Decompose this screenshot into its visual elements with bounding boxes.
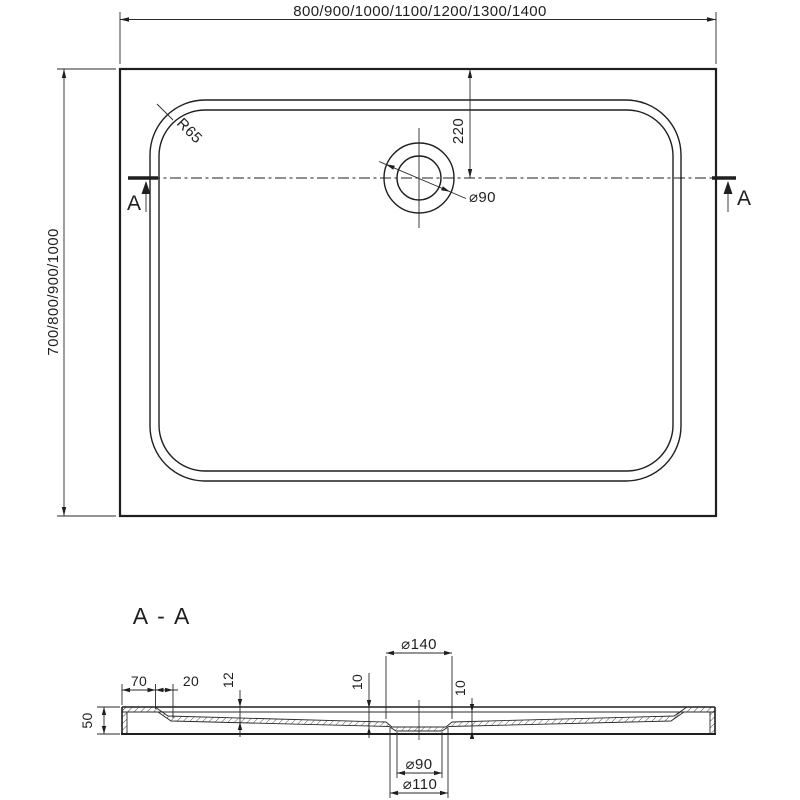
- dim-left-height-label: 700/800/900/1000: [45, 228, 62, 356]
- dim-recess-inner-label: ⌀90: [405, 756, 433, 773]
- dim-depth-left: [349, 673, 371, 738]
- corner-radius-label: R65: [173, 114, 206, 148]
- dim-rim-width-label: 70: [130, 673, 148, 689]
- dim-left-height: [45, 69, 116, 516]
- dim-rim-width: [122, 673, 156, 709]
- dim-drain-diameter-label: ⌀90: [469, 189, 496, 206]
- dim-drain-diameter: [379, 162, 496, 207]
- dim-depth-right: [452, 680, 474, 739]
- dim-recess-top-label: ⌀140: [401, 636, 437, 653]
- section-view: [79, 603, 716, 798]
- dim-depth-left-label: 10: [349, 673, 365, 691]
- dim-step-width: [156, 673, 200, 718]
- dim-recess-outer-label: ⌀110: [402, 776, 438, 793]
- dim-step-width-label: 20: [182, 673, 200, 689]
- section-mark-right: [712, 178, 751, 212]
- dim-tray-height: [79, 707, 120, 734]
- floor-top-surface: [155, 707, 687, 727]
- dim-depth-right-label: 10: [452, 679, 468, 697]
- tray-rim-outer-edge: [150, 100, 681, 481]
- tray-outer-edge: [120, 69, 716, 516]
- section-cut-material: [122, 707, 715, 734]
- dim-floor-thickness-label: 12: [220, 671, 236, 689]
- top-view: [45, 3, 751, 516]
- tray-rim-inner-edge: [159, 110, 673, 471]
- section-mark-left: [127, 178, 158, 215]
- dim-top-width: [120, 3, 716, 64]
- dim-recess-inner: [397, 732, 442, 778]
- dim-top-width-label: 800/900/1000/1100/1200/1300/1400: [293, 3, 547, 20]
- dim-drain-offset: [450, 69, 472, 178]
- dim-drain-offset-label: 220: [450, 117, 467, 145]
- dim-tray-height-label: 50: [79, 712, 95, 729]
- section-letter-left: A: [126, 192, 142, 215]
- section-title: A - A: [132, 603, 192, 629]
- dim-floor-thickness: [220, 672, 242, 737]
- section-letter-right: A: [736, 187, 752, 210]
